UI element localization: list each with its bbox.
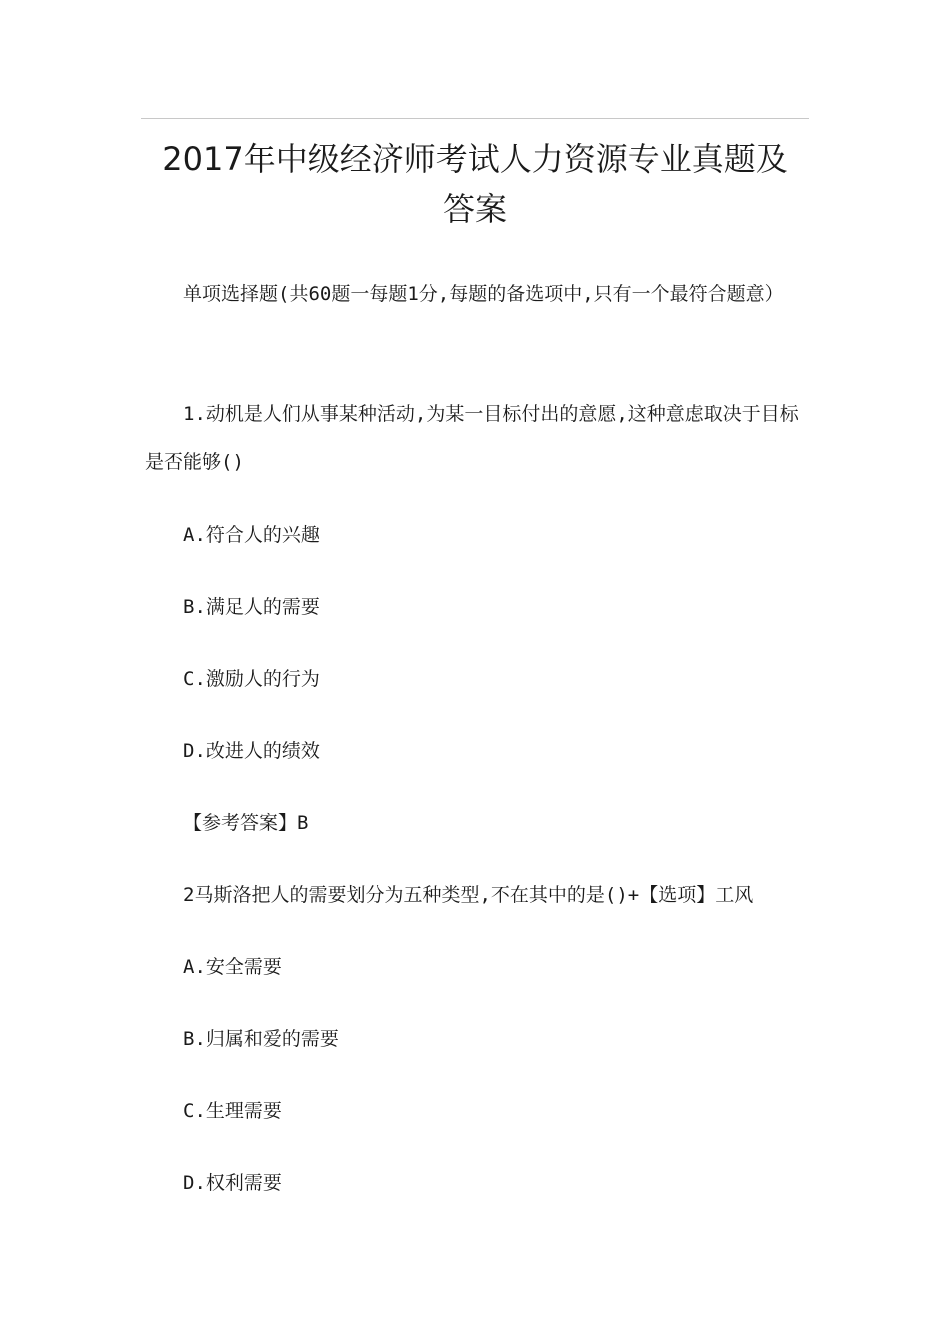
question-1-option-c: C.激励人的行为 <box>183 668 320 690</box>
question-1-option-a: A.符合人的兴趣 <box>183 524 320 546</box>
question-2-option-b: B.归属和爱的需要 <box>183 1028 339 1050</box>
question-1-answer: 【参考答案】B <box>183 812 309 834</box>
question-1-option-b: B.满足人的需要 <box>183 596 320 618</box>
question-1-stem: 1.动机是人们从事某种活动,为某一目标付出的意愿,这种意虑取决于目标是否能够() <box>145 403 799 473</box>
header-rule <box>141 118 809 119</box>
question-2-option-c: C.生理需要 <box>183 1100 282 1122</box>
question-2-option-a: A.安全需要 <box>183 956 282 978</box>
question-2-stem: 2马斯洛把人的需要划分为五种类型,不在其中的是()+【选项】工风 <box>183 884 754 906</box>
title-line-1: 2017年中级经济师考试人力资源专业真题及 <box>162 140 788 178</box>
section-intro: 单项选择题(共60题一每题1分,每题的备选项中,只有一个最符合题意） <box>183 283 784 305</box>
question-2-option-d: D.权利需要 <box>183 1172 282 1194</box>
question-1-option-d: D.改进人的绩效 <box>183 740 320 762</box>
title-line-2: 答案 <box>442 190 507 228</box>
document-title <box>141 134 809 234</box>
